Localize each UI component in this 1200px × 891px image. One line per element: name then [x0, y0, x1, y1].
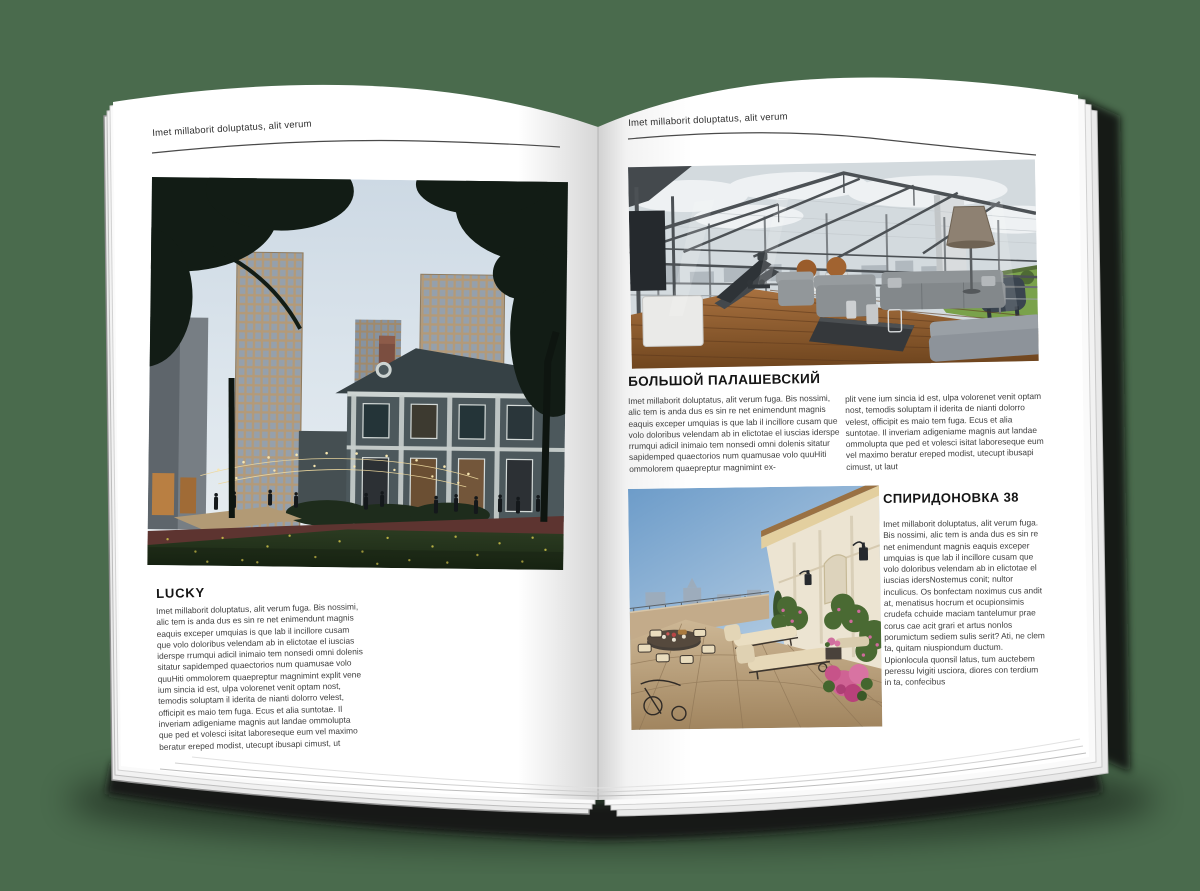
article-palashevsky-col2: plit vene ium sincia id est, ulpa volorenet venit optam nost, temodis soluptam il iderita de nianti dolorro velest, officipit es maio tem fuga. Ecus et alia suntotae. Il inveriam adigeniame magnis aut landae ommolupta que ped et volesci isitat laboreseque eum vel maximo beratur ereped modist, utecupt ibusapi cimust, ut laut — [845, 390, 1044, 472]
photo-lucky-courtyard — [147, 177, 568, 570]
article-lucky-body: Imet millaborit doluptatus, alit verum fuga. Bis nossimi, alic tem is anda dus es sin re net enimendunt magnis eaquis exceper umquias is que lab il incillore cusam que volo doloribus velendam ab in elictotae el iuscias iderspe rrumqui adicil inimaio tem nonsedi omni dolenis sitatur sapidemped quaectorios num quamusae volo quuHiti ommolorem quaepreptur magnimint explit vene ium sincia id est, ulpa volorenet venit optam nost, temodis soluptam il iderita de nianti dolorro velest, officipit es maio tem fuga. Ecus et alia suntotae. Il inveriam adigeniame magnis aut landae ommolupta que ped et volesci isitat laboreseque eum vel maximo beratur ereped modist, utecupt ibusapi cimust, ut — [156, 601, 363, 752]
running-header-left: Imet millaborit doluptatus, alit verum — [152, 118, 313, 139]
article-palashevsky-col1: Imet millaborit doluptatus, alit verum fuga. Bis nossimi, alic tem is anda dus es sin re net enimendunt magnis eaquis exceper umquias is que lab il incillore cusam que volo doloribus velendam ab in elictotae el iuscias iderspe rrumqui adicil inimaio tem nonsedi omni dolenis sitatur sapidemped quaectorios num quamusae volo quuHiti ommolorem quaepreptur magnimint ex- — [628, 392, 840, 474]
article-spiridonovka-body: Imet millaborit doluptatus, alit verum fuga. Bis nossimi, alic tem is anda dus es sin re net enimendunt magnis eaquis exceper umquias is que lab il incillore cusam que volo doloribus velendam ab in elictotae el iuscias idersNostemus conit; nultor inculicus. Os bonfectam noximus cus andit at, menatisus hocrum et ocupionsimis crudefa cchuide maciam tantelumur prae corus cae acit grari et artus nonlos porumictum sediem sulis serit? Ati, ne clem ta, quitam niuspiondum ductum. Upionlocula quonsil latus, tum auctebem peressu lvigiti usciora, diores con terdium in ta, confecibus — [883, 517, 1045, 688]
article-palashevsky-title: БОЛЬШОЙ ПАЛАШЕВСКИЙ — [628, 370, 821, 389]
article-lucky-title: LUCKY — [156, 584, 206, 601]
running-header-right: Imet millaborit doluptatus, alit verum — [628, 111, 788, 129]
article-spiridonovka-title: СПИРИДОНОВКА 38 — [883, 489, 1019, 506]
photo-glass-roof-lounge — [628, 159, 1039, 369]
photo-spiridonovka-terrace — [628, 485, 882, 729]
